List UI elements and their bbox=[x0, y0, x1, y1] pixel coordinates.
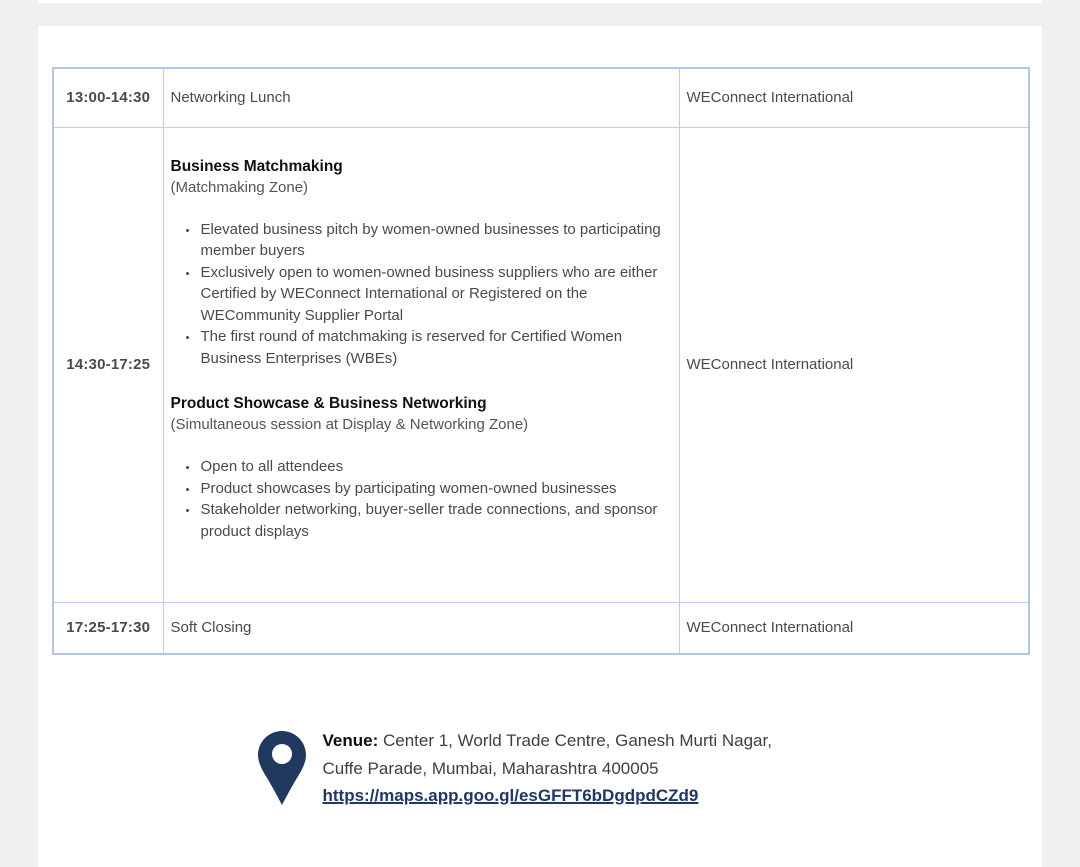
table-row bbox=[53, 68, 1029, 127]
bullet-item: • The first round of matchmaking is reserved for Certified Women Business Enterprises (WBEs) bbox=[199, 326, 669, 369]
bullet-item: • Product showcases by participating women-owned businesses bbox=[199, 478, 669, 500]
agenda-table-wrap bbox=[38, 26, 1042, 655]
bullet-item: • Elevated business pitch by women-owned businesses to participating member buyers bbox=[199, 219, 669, 262]
agenda-table bbox=[52, 67, 1030, 655]
venue-address-line2: Cuffe Parade, Mumbai, Maharashtra 400005 bbox=[322, 758, 659, 778]
venue-address bbox=[323, 727, 823, 810]
table-row bbox=[53, 127, 1029, 602]
table-row bbox=[53, 602, 1029, 654]
bullet-item: • Stakeholder networking, buyer-seller trade connections, and sponsor product displays bbox=[199, 499, 669, 542]
section-bullet-list bbox=[171, 219, 669, 370]
bullet-item: • Exclusively open to women-owned business suppliers who are either Certified by WEConnect International or Registered on the WECommunity Supplier Portal bbox=[199, 262, 669, 327]
venue-label: Venue: bbox=[322, 731, 379, 750]
session-organizer: WEConnect International bbox=[679, 68, 1029, 127]
venue-address-line1: Center 1, World Trade Centre, Ganesh Murti Nagar, bbox=[378, 731, 772, 750]
session-time: 17:25-17:30 bbox=[53, 602, 163, 654]
section-subtitle: (Simultaneous session at Display & Networking Zone) bbox=[170, 416, 529, 433]
session-time: 13:00-14:30 bbox=[53, 68, 163, 127]
venue-map-link[interactable]: https://maps.app.goo.gl/esGFFT6bDgdpdCZd9 bbox=[322, 786, 699, 805]
section-title: Business Matchmaking bbox=[170, 157, 343, 175]
session-title: Soft Closing bbox=[163, 602, 679, 654]
location-pin-icon bbox=[258, 727, 306, 810]
session-organizer: WEConnect International bbox=[679, 602, 1029, 654]
section-title: Product Showcase & Business Networking bbox=[170, 395, 487, 412]
session-description bbox=[163, 127, 679, 602]
section-subtitle: (Matchmaking Zone) bbox=[170, 178, 309, 196]
session-organizer: WEConnect International bbox=[679, 127, 1029, 602]
venue-section bbox=[38, 727, 1042, 810]
session-time: 14:30-17:25 bbox=[53, 127, 163, 602]
previous-page-bottom-edge bbox=[38, 0, 1042, 3]
document-page bbox=[38, 26, 1042, 867]
section-bullet-list bbox=[171, 456, 669, 542]
bullet-item: • Open to all attendees bbox=[199, 456, 669, 478]
session-title: Networking Lunch bbox=[163, 68, 679, 127]
